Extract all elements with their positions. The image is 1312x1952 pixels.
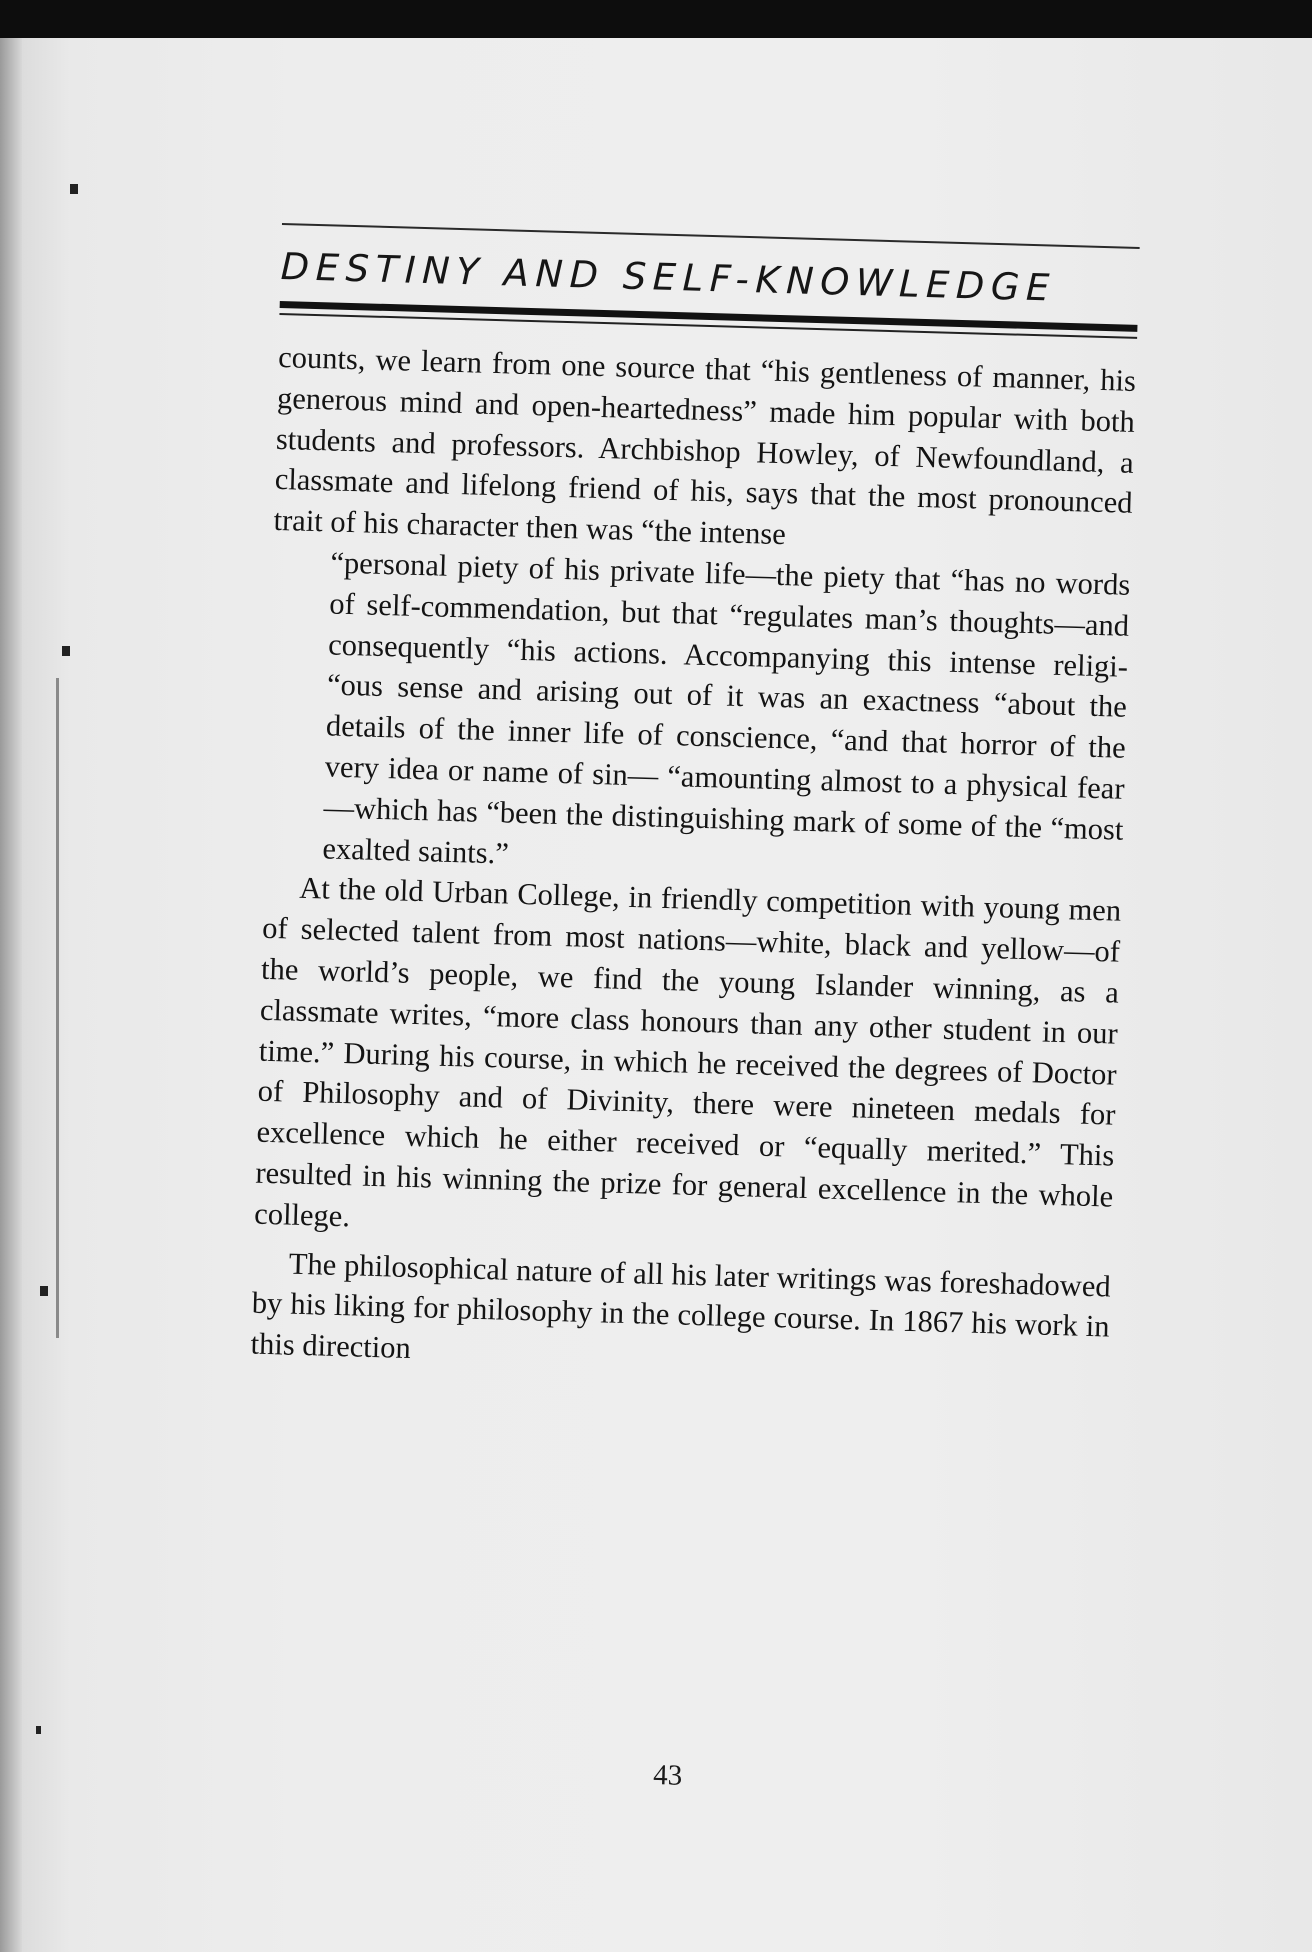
paragraph: counts, we learn from one source that “his gentleness of manner, his generous mind and open-heartedness” made him popular with both students and professors. Archbishop Howley, of Newfoundland, a classmate and lifelong friend of his, says that the most pronounced trait of his character then was “the intense	[273, 339, 1137, 552]
binding-mark	[40, 1286, 48, 1296]
binding-shadow	[0, 38, 22, 1952]
binding-thread	[56, 678, 59, 1338]
paragraph: At the old Urban College, in friendly competition with young men of selected talent from most nations—white, black and yellow—of the world’s people, we find the young Islander winning, as a classmate writes, “more class honours than any other student in our time.” During his course, in which he received the degrees of Doctor of Philosophy and of Divinity, there were nineteen medals for excellence which he either received or “equally merited.” This resulted in his winning the prize for general excellence in the whole college.	[253, 871, 1122, 1234]
binding-mark	[36, 1726, 41, 1734]
binding-mark	[70, 184, 78, 194]
paragraph: The philosophical nature of all his later writings was foreshadowed by his liking for philosophy in the college course. In 1867 his work in this direction	[250, 1246, 1112, 1366]
book-page	[0, 38, 1312, 1952]
binding-mark	[62, 646, 70, 656]
block-quote: “personal piety of his private life—the piety that “has no words of self-commendation, but that “regulates man’s thoughts—and consequently “his actions. Accompanying this intense religi- “ous sense and arising out of it was an exactness “about the details of the inner life of conscience, “and that horror of the very idea or name of sin— “amounting almost to a physical fear—which has “been the distinguishing mark of some of the “most exalted saints.”	[322, 545, 1131, 871]
body-text	[250, 337, 1136, 1388]
running-header: DESTINY AND SELF-KNOWLEDGE	[280, 244, 1057, 310]
header-rule-top	[282, 223, 1140, 249]
page-content	[250, 223, 1142, 1792]
page-number: 43	[652, 1758, 683, 1792]
